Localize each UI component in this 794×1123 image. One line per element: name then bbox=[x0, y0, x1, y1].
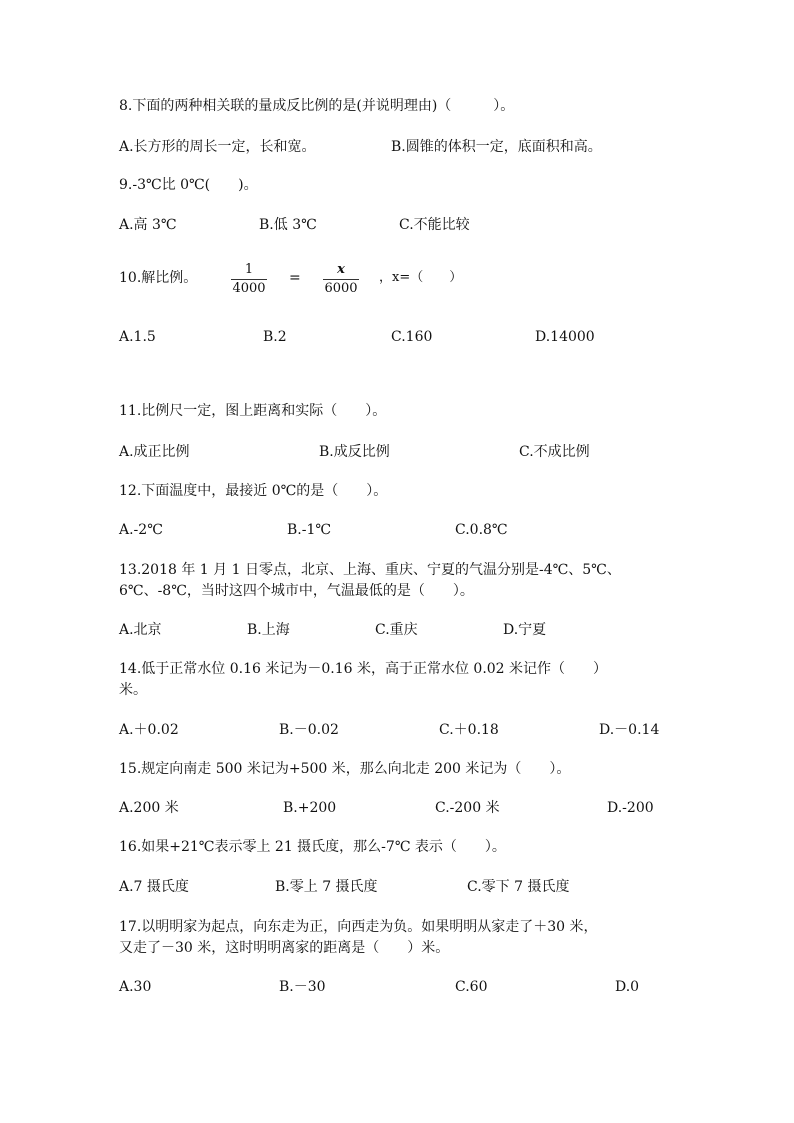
question-10-option-b: B.2 bbox=[263, 329, 287, 345]
question-11-option-a: A.成正比例 bbox=[119, 444, 190, 460]
fraction-1-over-4000 bbox=[231, 262, 267, 297]
question-8-option-a: A.长方形的周长一定，长和宽。 bbox=[119, 139, 316, 155]
question-15-option-d: D.-200 bbox=[607, 800, 654, 816]
question-17-option-a: A.30 bbox=[119, 979, 152, 995]
question-14-stem-line-1: 14.低于正常水位 0.16 米记为－0.16 米，高于正常水位 0.02 米记作（ ） bbox=[119, 661, 608, 677]
question-15-option-a: A.200 米 bbox=[119, 800, 179, 816]
question-11-option-c: C.不成比例 bbox=[519, 444, 590, 460]
question-17-option-d: D.0 bbox=[615, 979, 640, 995]
question-15-option-c: C.-200 米 bbox=[435, 800, 500, 816]
question-9-stem: 9.-3℃比 0℃( )。 bbox=[119, 177, 258, 193]
question-17-option-c: C.60 bbox=[455, 979, 488, 995]
question-16-option-a: A.7 摄氏度 bbox=[119, 879, 189, 895]
question-12-option-b: B.-1℃ bbox=[287, 522, 332, 538]
question-9-option-b: B.低 3℃ bbox=[259, 217, 317, 233]
question-12-option-c: C.0.8℃ bbox=[455, 522, 508, 538]
question-15-option-b: B.+200 bbox=[283, 800, 337, 816]
question-17-stem-line-1: 17.以明明家为起点，向东走为正，向西走为负。如果明明从家走了＋30 米， bbox=[119, 919, 598, 935]
question-14-option-c: C.＋0.18 bbox=[439, 722, 499, 738]
question-10-option-a: A.1.5 bbox=[119, 329, 156, 345]
question-10-stem-suffix: ，x=（ ） bbox=[379, 270, 463, 285]
question-12-option-a: A.-2℃ bbox=[119, 522, 163, 538]
question-9-option-a: A.高 3℃ bbox=[119, 217, 177, 233]
question-10-option-c: C.160 bbox=[391, 329, 433, 345]
fraction-1-denominator: 4000 bbox=[232, 281, 266, 296]
question-10-option-d: D.14000 bbox=[535, 329, 595, 345]
question-11-option-b: B.成反比例 bbox=[319, 444, 390, 460]
fraction-2-numerator: x bbox=[337, 262, 345, 277]
question-12-stem: 12.下面温度中，最接近 0℃的是（ ）。 bbox=[119, 483, 388, 499]
question-13-stem-line-1: 13.2018 年 1 月 1 日零点，北京、上海、重庆、宁夏的气温分别是-4℃、5℃、 bbox=[119, 562, 621, 578]
equals-sign: = bbox=[289, 270, 301, 286]
question-14-option-a: A.＋0.02 bbox=[119, 722, 179, 738]
question-10-stem-prefix: 10.解比例。 bbox=[119, 270, 198, 286]
question-8-option-b: B.圆锥的体积一定，底面积和高。 bbox=[391, 139, 602, 155]
question-13-option-c: C.重庆 bbox=[375, 622, 418, 638]
fraction-2-denominator: 6000 bbox=[324, 281, 358, 296]
question-14-option-d: D.－0.14 bbox=[599, 722, 660, 738]
question-13-option-d: D.宁夏 bbox=[503, 622, 547, 638]
question-13-option-a: A.北京 bbox=[119, 622, 162, 638]
question-9-option-c: C.不能比较 bbox=[399, 217, 470, 233]
question-17-stem-line-2: 又走了－30 米，这时明明离家的距离是（ ）米。 bbox=[119, 940, 450, 956]
question-14-option-b: B.－0.02 bbox=[279, 722, 339, 738]
question-14-stem-line-2: 米。 bbox=[119, 682, 147, 698]
question-15-stem: 15.规定向南走 500 米记为+500 米，那么向北走 200 米记为（ ）。 bbox=[119, 761, 571, 777]
question-8-stem: 8.下面的两种相关联的量成反比例的是(并说明理由)（ ）。 bbox=[119, 98, 515, 114]
question-16-stem: 16.如果+21℃表示零上 21 摄氏度，那么-7℃ 表示（ ）。 bbox=[119, 839, 506, 855]
fraction-x-over-6000 bbox=[323, 262, 359, 297]
question-17-option-b: B.－30 bbox=[279, 979, 326, 995]
question-16-option-c: C.零下 7 摄氏度 bbox=[467, 879, 570, 895]
fraction-1-numerator: 1 bbox=[244, 262, 254, 277]
question-13-option-b: B.上海 bbox=[247, 622, 290, 638]
question-16-option-b: B.零上 7 摄氏度 bbox=[275, 879, 378, 895]
question-11-stem: 11.比例尺一定，图上距离和实际（ ）。 bbox=[119, 403, 387, 419]
question-13-stem-line-2: 6℃、-8℃，当时这四个城市中，气温最低的是（ ）。 bbox=[119, 583, 474, 599]
